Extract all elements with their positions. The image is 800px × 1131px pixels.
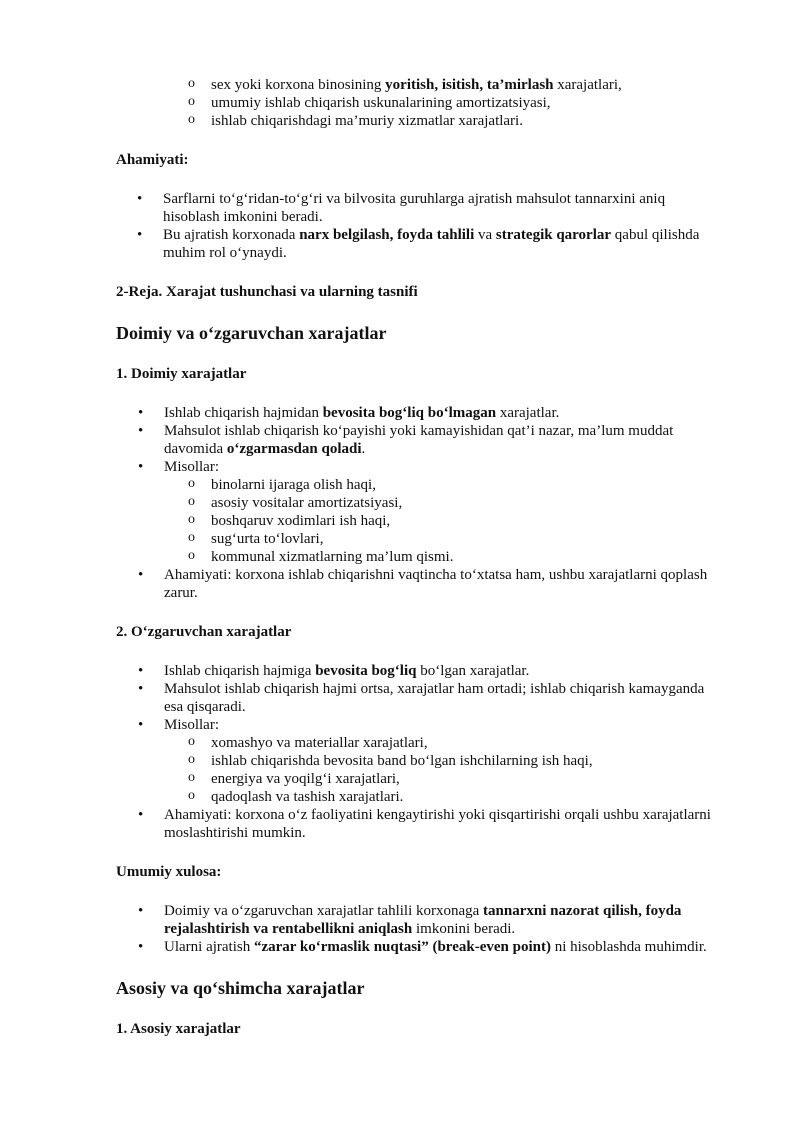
list-item: • Doimiy va o‘zgaruvchan xarajatlar tahlili korxonaga tannarxni nazorat qilish, foyda rejalashtirish va rentabellikni aniqlash imkonini beradi.	[116, 902, 720, 938]
intro-sublist	[0, 76, 720, 130]
list-item: o sex yoki korxona binosining yoritish, isitish, ta’mirlash xarajatlari,	[116, 76, 720, 94]
doimiy-list	[116, 404, 720, 602]
ahamiyati-heading: Ahamiyati:	[116, 152, 189, 168]
list-item: o ishlab chiqarishda bevosita band bo‘lgan ishchilarning ish haqi,	[116, 752, 720, 770]
list-item: o energiya va yoqilg‘i xarajatlari,	[116, 770, 720, 788]
list-item: • Ahamiyati: korxona ishlab chiqarishni vaqtincha to‘xtatsa ham, ushbu xarajatlarni qoplash zarur.	[116, 566, 720, 602]
list-item: o kommunal xizmatlarning ma’lum qismi.	[116, 548, 720, 566]
section-title-doimiy-ozgaruvchan: Doimiy va o‘zgaruvchan xarajatlar	[116, 323, 387, 343]
list-item: o sug‘urta to‘lovlari,	[116, 530, 720, 548]
list-item: o umumiy ishlab chiqarish uskunalarining amortizatsiyasi,	[116, 94, 720, 112]
list-item: • Mahsulot ishlab chiqarish hajmi ortsa, xarajatlar ham ortadi; ishlab chiqarish kamayganda esa qisqaradi.	[116, 680, 720, 716]
list-item: • Bu ajratish korxonada narx belgilash, foyda tahlili va strategik qarorlar qabul qilishda muhim rol o‘ynaydi.	[115, 226, 720, 262]
list-item: o asosiy vositalar amortizatsiyasi,	[116, 494, 720, 512]
ozgaruvchan-list	[116, 662, 720, 842]
list-item: • Ishlab chiqarish hajmiga bevosita bog‘liq bo‘lgan xarajatlar.	[116, 662, 720, 680]
ahamiyati-list	[115, 190, 720, 262]
list-item: • Mahsulot ishlab chiqarish ko‘payishi yoki kamayishidan qat’i nazar, ma’lum muddat davomida o‘zgarmasdan qoladi.	[116, 422, 720, 458]
list-item: • Ularni ajratish “zarar ko‘rmaslik nuqtasi” (break-even point) ni hisoblashda muhimdir.	[116, 938, 720, 956]
doimiy-misollar-sublist	[116, 476, 720, 566]
list-item: o xomashyo va materiallar xarajatlari,	[116, 734, 720, 752]
xulosa-heading: Umumiy xulosa:	[116, 864, 222, 880]
list-item: o qadoqlash va tashish xarajatlari.	[116, 788, 720, 806]
ozgaruvchan-misollar-sublist	[116, 734, 720, 806]
ozgaruvchan-heading: 2. O‘zgaruvchan xarajatlar	[116, 624, 292, 640]
list-item: o binolarni ijaraga olish haqi,	[116, 476, 720, 494]
list-item: o boshqaruv xodimlari ish haqi,	[116, 512, 720, 530]
section-title-asosiy-qoshimcha: Asosiy va qo‘shimcha xarajatlar	[116, 978, 365, 998]
doimiy-heading: 1. Doimiy xarajatlar	[116, 366, 247, 382]
list-item: • Ishlab chiqarish hajmidan bevosita bog‘liq bo‘lmagan xarajatlar.	[116, 404, 720, 422]
asosiy-heading: 1. Asosiy xarajatlar	[116, 1021, 241, 1037]
list-item: • Misollar: o binolarni ijaraga olish haqi, o asosiy vositalar amortizatsiyasi, o boshqaruv xodimlari ish haqi, o sug‘urta to‘lovlari, o kommunal xizmatlarning ma’lum qismi.	[116, 458, 720, 566]
list-item: • Misollar: o xomashyo va materiallar xarajatlari, o ishlab chiqarishda bevosita band bo‘lgan ishchilarning ish haqi, o energiya va yoqilg‘i xarajatlari, o qadoqlash va tashish xarajatlari.	[116, 716, 720, 806]
reja-heading: 2-Reja. Xarajat tushunchasi va ularning tasnifi	[116, 284, 418, 300]
list-item: • Ahamiyati: korxona o‘z faoliyatini kengaytirishi yoki qisqartirishi orqali ushbu xarajatlarni moslashtirishi mumkin.	[116, 806, 720, 842]
list-item: • Sarflarni to‘g‘ridan-to‘g‘ri va bilvosita guruhlarga ajratish mahsulot tannarxini aniq hisoblash imkonini beradi.	[115, 190, 720, 226]
xulosa-list	[116, 902, 720, 956]
list-item: o ishlab chiqarishdagi ma’muriy xizmatlar xarajatlari.	[116, 112, 720, 130]
